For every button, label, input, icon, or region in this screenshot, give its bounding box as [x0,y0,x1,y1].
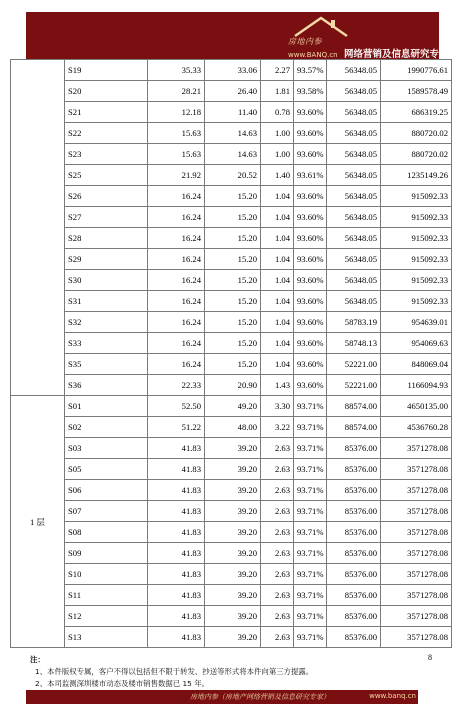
value-cell: 41.83 [148,627,205,648]
value-cell: 39.20 [205,438,261,459]
value-cell: 4536760.28 [381,417,452,438]
value-cell: 15.20 [205,186,261,207]
unit-cell: S09 [65,543,148,564]
value-cell: 85376.00 [327,522,381,543]
table-row [11,480,452,501]
value-cell: 85376.00 [327,564,381,585]
value-cell: 1.04 [261,354,294,375]
unit-cell: S30 [65,270,148,291]
value-cell: 3571278.08 [381,438,452,459]
value-cell: 41.83 [148,522,205,543]
table-row [11,207,452,228]
value-cell: 93.71% [294,501,327,522]
unit-cell: S29 [65,249,148,270]
value-cell: 85376.00 [327,480,381,501]
value-cell: 880720.02 [381,144,452,165]
value-cell: 39.20 [205,522,261,543]
value-cell: 93.60% [294,333,327,354]
value-cell: 93.60% [294,144,327,165]
value-cell: 41.83 [148,501,205,522]
value-cell: 1.04 [261,228,294,249]
value-cell: 15.63 [148,144,205,165]
value-cell: 848069.04 [381,354,452,375]
footer-brand: 房地内参（房地产网络营销及信息研究专家） [190,693,330,701]
value-cell: 93.58% [294,81,327,102]
value-cell: 58783.19 [327,312,381,333]
table-row [11,627,452,648]
value-cell: 1.04 [261,333,294,354]
value-cell: 16.24 [148,354,205,375]
value-cell: 1235149.26 [381,165,452,186]
value-cell: 915092.33 [381,207,452,228]
value-cell: 14.63 [205,144,261,165]
value-cell: 3571278.08 [381,459,452,480]
value-cell: 3571278.08 [381,627,452,648]
notes-box [26,650,418,692]
floor-cell [11,60,65,396]
value-cell: 56348.05 [327,186,381,207]
value-cell: 33.06 [205,60,261,81]
value-cell: 93.71% [294,480,327,501]
value-cell: 56348.05 [327,249,381,270]
value-cell: 1.00 [261,144,294,165]
table-row [11,375,452,396]
unit-cell: S22 [65,123,148,144]
value-cell: 56348.05 [327,60,381,81]
value-cell: 56348.05 [327,270,381,291]
value-cell: 58748.13 [327,333,381,354]
table-row [11,123,452,144]
value-cell: 39.20 [205,543,261,564]
table-row [11,312,452,333]
table-row [11,102,452,123]
value-cell: 93.71% [294,585,327,606]
value-cell: 16.24 [148,270,205,291]
value-cell: 93.71% [294,564,327,585]
value-cell: 1.04 [261,207,294,228]
value-cell: 3571278.08 [381,543,452,564]
table-row [11,606,452,627]
unit-cell: S13 [65,627,148,648]
table-row [11,291,452,312]
unit-cell: S33 [65,333,148,354]
value-cell: 48.00 [205,417,261,438]
value-cell: 12.18 [148,102,205,123]
value-cell: 39.20 [205,606,261,627]
value-cell: 1.04 [261,312,294,333]
value-cell: 39.20 [205,585,261,606]
value-cell: 41.83 [148,543,205,564]
value-cell: 39.20 [205,564,261,585]
note-line-2: 2、本司监测深圳楼市动态及楼市销售数据已 15 年。 [35,679,210,688]
table-row [11,543,452,564]
value-cell: 3571278.08 [381,480,452,501]
value-cell: 4650135.00 [381,396,452,417]
unit-cell: S26 [65,186,148,207]
value-cell: 56348.05 [327,228,381,249]
value-cell: 22.33 [148,375,205,396]
value-cell: 52221.00 [327,354,381,375]
value-cell: 915092.33 [381,228,452,249]
unit-cell: S23 [65,144,148,165]
value-cell: 28.21 [148,81,205,102]
value-cell: 85376.00 [327,627,381,648]
value-cell: 15.20 [205,333,261,354]
value-cell: 16.24 [148,207,205,228]
value-cell: 1.40 [261,165,294,186]
value-cell: 85376.00 [327,543,381,564]
value-cell: 93.60% [294,354,327,375]
value-cell: 93.71% [294,438,327,459]
value-cell: 2.63 [261,480,294,501]
value-cell: 686319.25 [381,102,452,123]
value-cell: 2.63 [261,564,294,585]
value-cell: 52.50 [148,396,205,417]
value-cell: 15.20 [205,354,261,375]
value-cell: 3.22 [261,417,294,438]
table-row [11,396,452,417]
value-cell: 1589578.49 [381,81,452,102]
value-cell: 56348.05 [327,144,381,165]
value-cell: 20.90 [205,375,261,396]
value-cell: 56348.05 [327,291,381,312]
value-cell: 56348.05 [327,123,381,144]
value-cell: 39.20 [205,627,261,648]
value-cell: 2.27 [261,60,294,81]
value-cell: 880720.02 [381,123,452,144]
page-number: 8 [428,653,432,662]
unit-cell: S11 [65,585,148,606]
table-group-a [11,60,452,396]
value-cell: 16.24 [148,291,205,312]
table-row [11,354,452,375]
table-row [11,501,452,522]
table-row [11,81,452,102]
value-cell: 41.83 [148,585,205,606]
value-cell: 915092.33 [381,186,452,207]
value-cell: 41.83 [148,438,205,459]
unit-cell: S32 [65,312,148,333]
unit-cell: S28 [65,228,148,249]
value-cell: 52221.00 [327,375,381,396]
value-cell: 85376.00 [327,585,381,606]
unit-cell: S36 [65,375,148,396]
table-row [11,144,452,165]
value-cell: 35.33 [148,60,205,81]
value-cell: 915092.33 [381,270,452,291]
value-cell: 1.04 [261,270,294,291]
value-cell: 16.24 [148,186,205,207]
floor-cell: 1 层 [11,396,65,648]
value-cell: 85376.00 [327,459,381,480]
value-cell: 85376.00 [327,606,381,627]
unit-cell: S06 [65,480,148,501]
value-cell: 93.60% [294,375,327,396]
table-row [11,186,452,207]
value-cell: 15.20 [205,291,261,312]
value-cell: 21.92 [148,165,205,186]
table-row [11,585,452,606]
value-cell: 20.52 [205,165,261,186]
unit-cell: S08 [65,522,148,543]
value-cell: 15.20 [205,270,261,291]
value-cell: 93.71% [294,396,327,417]
value-cell: 1.00 [261,123,294,144]
value-cell: 16.24 [148,312,205,333]
value-cell: 14.63 [205,123,261,144]
brand-site: www.BANQ.cn [288,51,338,59]
value-cell: 93.61% [294,165,327,186]
value-cell: 39.20 [205,459,261,480]
value-cell: 56348.05 [327,81,381,102]
value-cell: 1.04 [261,186,294,207]
value-cell: 3571278.08 [381,564,452,585]
brand-name: 房地内参 [288,37,322,46]
value-cell: 93.60% [294,249,327,270]
value-cell: 85376.00 [327,501,381,522]
value-cell: 15.20 [205,228,261,249]
sales-table [10,59,452,648]
table-row [11,522,452,543]
value-cell: 2.63 [261,627,294,648]
value-cell: 0.78 [261,102,294,123]
unit-cell: S21 [65,102,148,123]
value-cell: 2.63 [261,459,294,480]
value-cell: 15.20 [205,312,261,333]
table-row [11,270,452,291]
value-cell: 1.81 [261,81,294,102]
value-cell: 41.83 [148,564,205,585]
value-cell: 16.24 [148,333,205,354]
unit-cell: S31 [65,291,148,312]
value-cell: 41.83 [148,480,205,501]
value-cell: 2.63 [261,585,294,606]
value-cell: 56348.05 [327,207,381,228]
value-cell: 93.71% [294,627,327,648]
table-row [11,228,452,249]
note-line-1: 1、本件版权专属，客户不得以包括但不限于转发、抄送等形式将本件向第三方提露。 [35,667,314,676]
value-cell: 1166094.93 [381,375,452,396]
table-row [11,438,452,459]
value-cell: 26.40 [205,81,261,102]
value-cell: 1.04 [261,291,294,312]
value-cell: 93.60% [294,186,327,207]
value-cell: 56348.05 [327,102,381,123]
value-cell: 93.71% [294,606,327,627]
value-cell: 1990776.61 [381,60,452,81]
table-row [11,564,452,585]
value-cell: 915092.33 [381,291,452,312]
value-cell: 93.60% [294,312,327,333]
value-cell: 3.30 [261,396,294,417]
value-cell: 2.63 [261,522,294,543]
value-cell: 39.20 [205,480,261,501]
notes-heading: 注： [30,655,45,664]
unit-cell: S10 [65,564,148,585]
value-cell: 49.20 [205,396,261,417]
value-cell: 2.63 [261,438,294,459]
value-cell: 93.71% [294,417,327,438]
unit-cell: S20 [65,81,148,102]
value-cell: 915092.33 [381,249,452,270]
value-cell: 2.63 [261,606,294,627]
value-cell: 88574.00 [327,417,381,438]
value-cell: 2.63 [261,543,294,564]
value-cell: 41.83 [148,459,205,480]
value-cell: 93.57% [294,60,327,81]
value-cell: 93.60% [294,207,327,228]
unit-cell: S03 [65,438,148,459]
value-cell: 93.71% [294,459,327,480]
table-row [11,249,452,270]
value-cell: 11.40 [205,102,261,123]
header-banner [26,12,449,60]
value-cell: 15.20 [205,207,261,228]
table-row [11,165,452,186]
value-cell: 2.63 [261,501,294,522]
value-cell: 3571278.08 [381,585,452,606]
value-cell: 15.20 [205,249,261,270]
value-cell: 41.83 [148,606,205,627]
value-cell: 93.60% [294,291,327,312]
value-cell: 56348.05 [327,165,381,186]
value-cell: 93.60% [294,123,327,144]
table-row [11,417,452,438]
value-cell: 16.24 [148,249,205,270]
value-cell: 1.04 [261,249,294,270]
value-cell: 3571278.08 [381,606,452,627]
value-cell: 39.20 [205,501,261,522]
value-cell: 93.71% [294,543,327,564]
value-cell: 3571278.08 [381,501,452,522]
value-cell: 3571278.08 [381,522,452,543]
footer-url: www.banq.cn [369,692,416,700]
value-cell: 88574.00 [327,396,381,417]
value-cell: 85376.00 [327,438,381,459]
value-cell: 93.71% [294,522,327,543]
unit-cell: S02 [65,417,148,438]
unit-cell: S25 [65,165,148,186]
footer-bar [26,690,418,704]
unit-cell: S27 [65,207,148,228]
value-cell: 954069.63 [381,333,452,354]
table-row [11,459,452,480]
value-cell: 16.24 [148,228,205,249]
header-title: 网络营销及信息研究专家 [344,49,449,60]
value-cell: 954639.01 [381,312,452,333]
unit-cell: S19 [65,60,148,81]
unit-cell: S05 [65,459,148,480]
unit-cell: S01 [65,396,148,417]
unit-cell: S12 [65,606,148,627]
table-row [11,60,452,81]
value-cell: 51.22 [148,417,205,438]
value-cell: 93.60% [294,228,327,249]
table-row [11,333,452,354]
value-cell: 93.60% [294,270,327,291]
value-cell: 1.43 [261,375,294,396]
unit-cell: S35 [65,354,148,375]
value-cell: 93.60% [294,102,327,123]
unit-cell: S07 [65,501,148,522]
table-group-b [11,396,452,648]
value-cell: 15.63 [148,123,205,144]
